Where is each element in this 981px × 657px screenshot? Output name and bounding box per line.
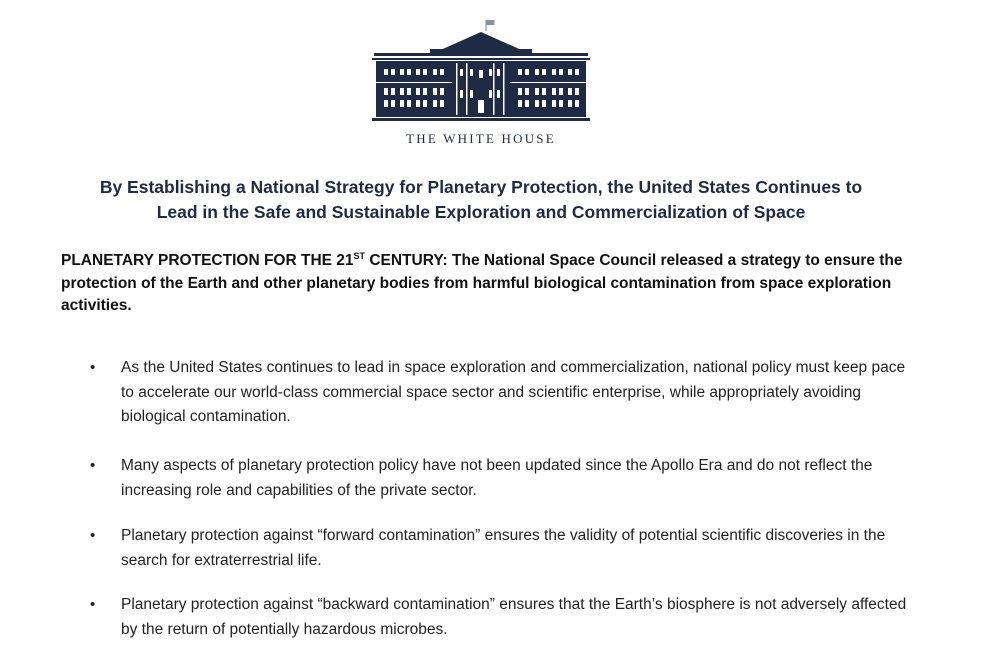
bullet-text: As the United States continues to lead in space exploration and commercialization, national policy must keep pace to accelerate our world-class commercial space sector and scientific enterprise, while appropriately avoiding biological contamination. bbox=[121, 359, 906, 425]
intro-paragraph bbox=[61, 250, 911, 318]
white-house-logo bbox=[372, 16, 590, 124]
bullet-marker: • bbox=[90, 359, 96, 376]
document-headline bbox=[40, 175, 922, 225]
headline-line-2: Lead in the Safe and Sustainable Exploration and Commercialization of Space bbox=[156, 202, 806, 222]
bullet-text: Planetary protection against “backward contamination” ensures that the Earth’s biosphere is not adversely affected by the return of potentially hazardous microbes. bbox=[121, 596, 907, 638]
bullet-text: Many aspects of planetary protection policy have not been updated since the Apollo Era and do not reflect the increasing role and capabilities of the private sector. bbox=[121, 457, 873, 499]
headline-line-1: By Establishing a National Strategy for Planetary Protection, the United States Continues to bbox=[99, 177, 863, 197]
bullet-marker: • bbox=[90, 457, 96, 474]
bullet-marker: • bbox=[90, 527, 96, 544]
intro-body: The National Space Council released a strategy to ensure the protection of the Earth and other planetary bodies from harmful biological contamination from space exploration activities. bbox=[61, 252, 903, 314]
white-house-wordmark: THE WHITE HOUSE bbox=[406, 131, 556, 146]
intro-lead-suffix: CENTURY: bbox=[365, 252, 448, 269]
intro-superscript: ST bbox=[353, 251, 366, 261]
white-house-building-icon bbox=[372, 16, 590, 124]
bullet-text: Planetary protection against “forward contamination” ensures the validity of potential scientific discoveries in the search for extraterrestrial life. bbox=[121, 527, 886, 569]
bullet-marker: • bbox=[90, 596, 96, 613]
intro-lead-text: PLANETARY PROTECTION FOR THE 21 bbox=[61, 252, 354, 269]
intro-lead bbox=[61, 252, 448, 269]
